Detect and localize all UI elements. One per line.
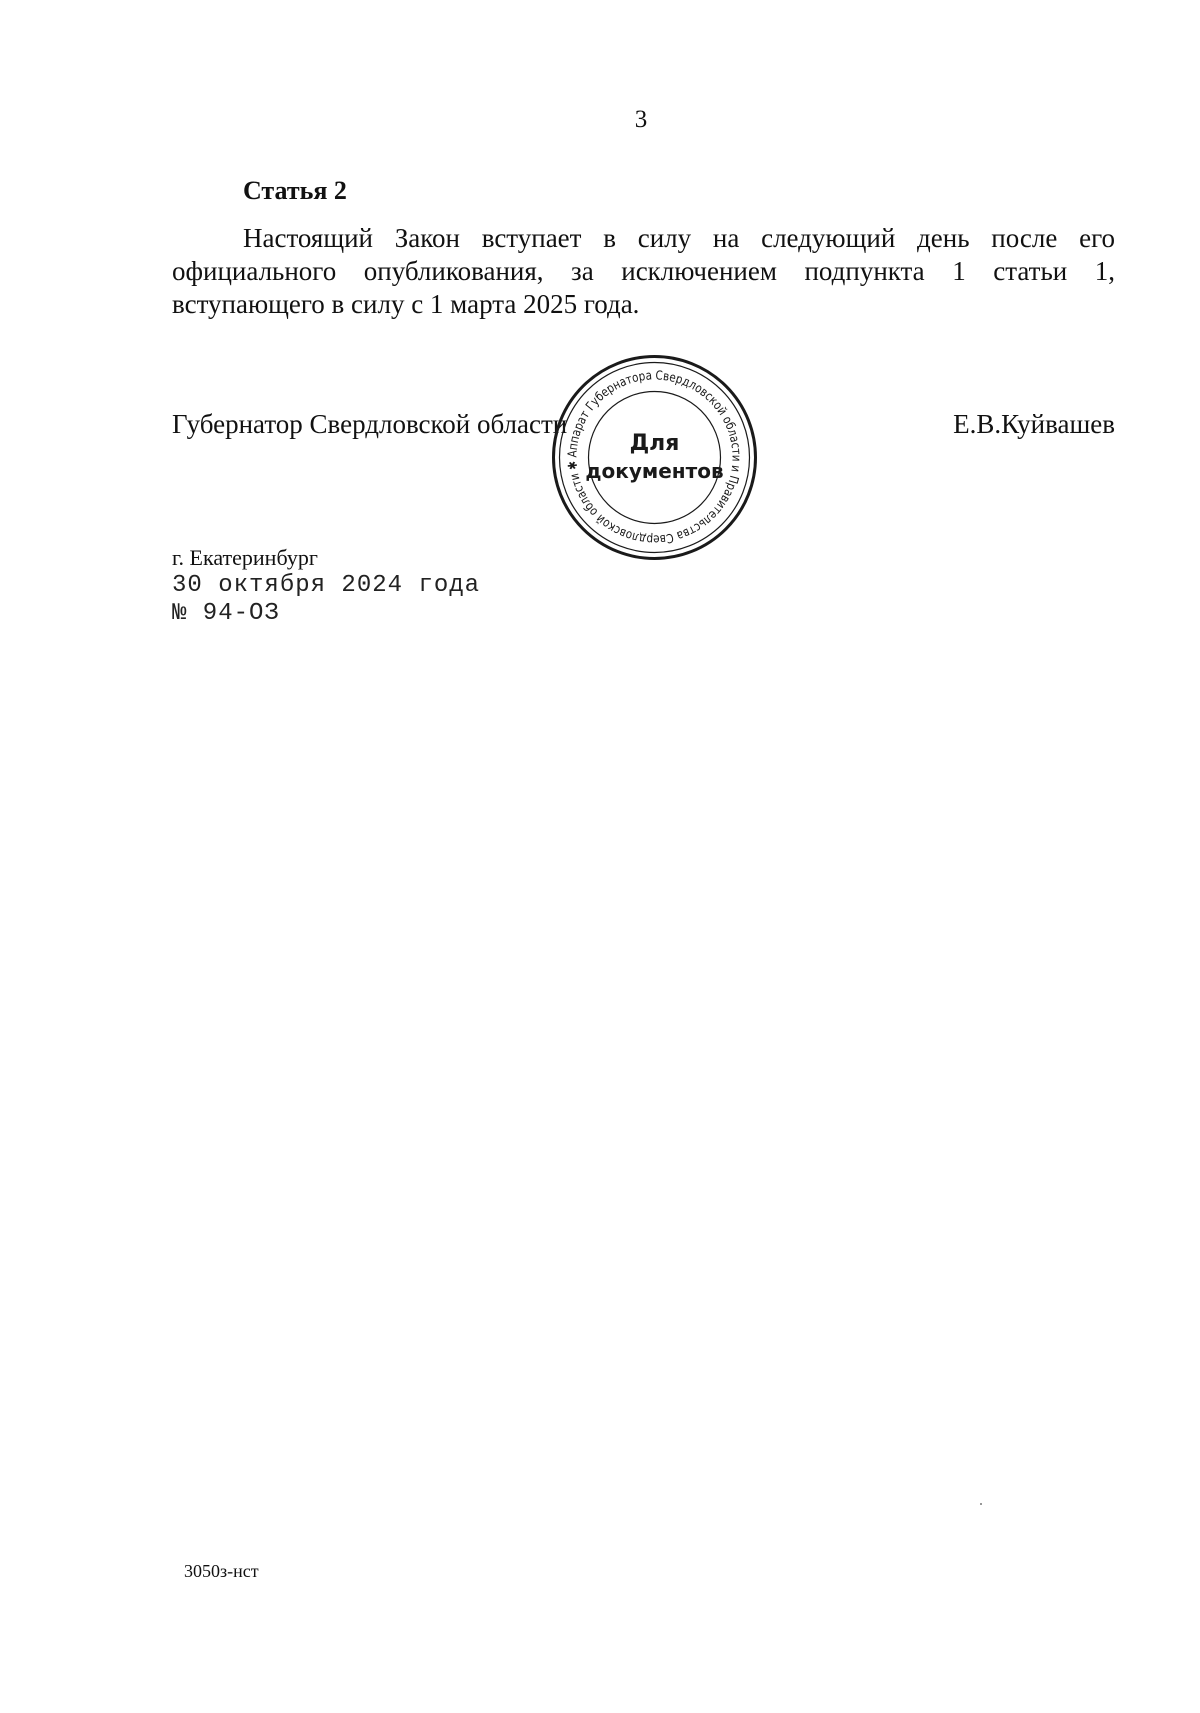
seal-center-line-1: Для	[629, 431, 680, 456]
signing-place: г. Екатеринбург	[172, 545, 318, 570]
signing-date: 30 октября 2024 года	[172, 572, 481, 599]
seal-center-line-2: документов	[585, 459, 724, 483]
official-seal	[551, 354, 758, 561]
page-number: 3	[634, 106, 648, 133]
article-title: Статья 2	[243, 176, 347, 205]
seal-ring-text: Аппарат Губернатора Свердловской области и Правительства Свердловской области ✱	[564, 367, 745, 548]
scan-speck	[980, 1503, 982, 1505]
article-body: Настоящий Закон вступает в силу на следующий день после его официального опубликования, за исключением подпункта 1 статьи 1, вступающего в силу с 1 марта 2025 года.	[172, 223, 1115, 319]
signatory-position: Губернатор Свердловской области	[172, 409, 568, 439]
law-number: № 94-ОЗ	[172, 600, 280, 627]
signatory-name: Е.В.Куйвашев	[953, 409, 1115, 439]
footer-code: 3050з-нст	[184, 1561, 259, 1581]
